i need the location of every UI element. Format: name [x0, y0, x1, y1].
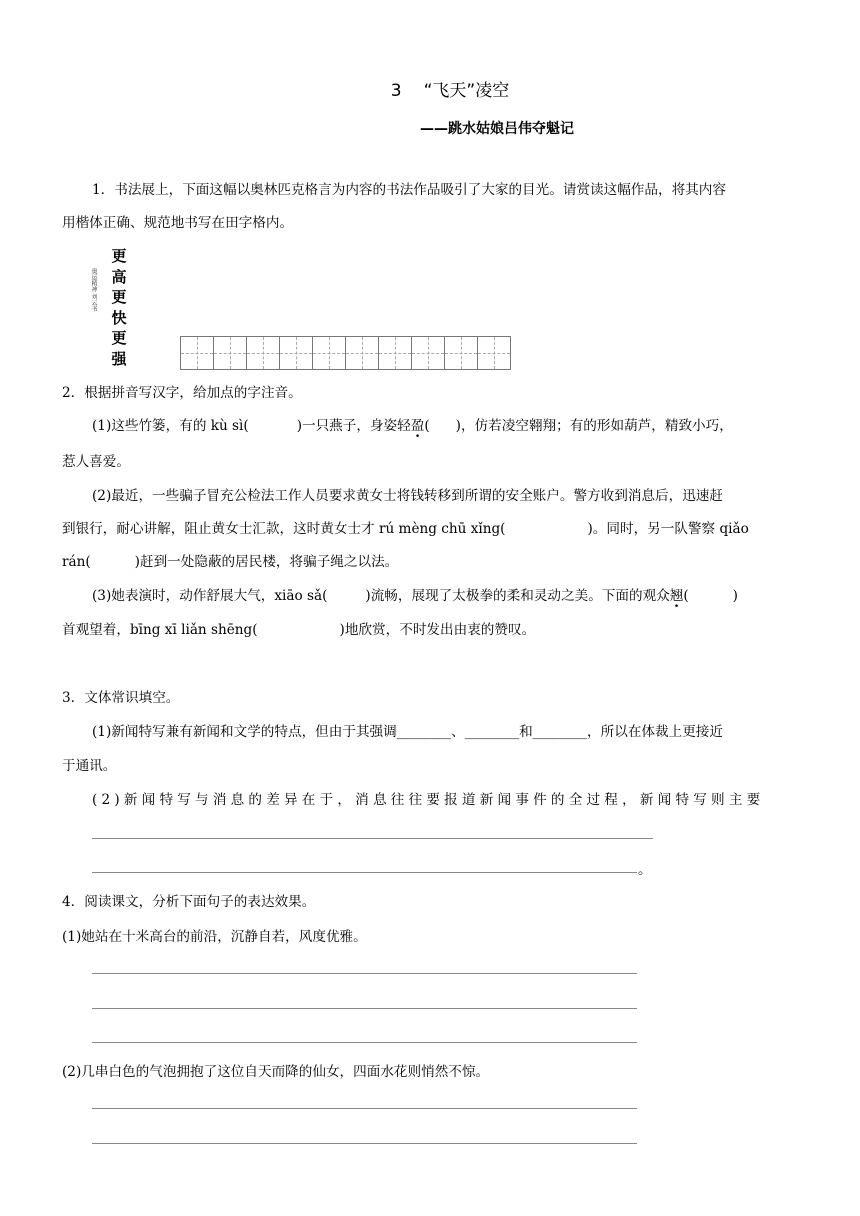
- answer-line[interactable]: [92, 838, 653, 839]
- tianzige-cell[interactable]: [345, 336, 379, 370]
- calligraphy-char: 更: [111, 288, 127, 306]
- calligraphy-char: 快: [111, 308, 127, 327]
- q2-p2-line1: (2)最近，一些骗子冒充公检法工作人员要求黄女士将钱转移到所谓的安全账户。警方收到消息后，迅速赶: [92, 488, 723, 504]
- q4-sentence-2: (2)几串白色的气泡拥抱了这位自天而降的仙女，四面水花则悄然不惊。: [62, 1064, 490, 1080]
- q1-text-line1: 1．书法展上，下面这幅以奥林匹克格言为内容的书法作品吸引了大家的目光。请赏读这幅作品，将其内容: [92, 182, 726, 198]
- tianzige-cell[interactable]: [246, 336, 280, 370]
- q4-sentence-1: (1)她站在十米高台的前沿，沉静自若，风度优雅。: [62, 929, 367, 945]
- page-subtitle: ——跳水姑娘吕伟夺魁记: [420, 121, 574, 137]
- lesson-number: 3: [390, 81, 402, 101]
- dotted-char: 盈: [410, 418, 425, 434]
- tianzige-cell[interactable]: [411, 336, 445, 370]
- calligraphy-char: 更: [111, 329, 127, 347]
- answer-line[interactable]: [92, 973, 637, 974]
- q3-heading: 3．文体常识填空。: [62, 690, 180, 706]
- tianzige-cell[interactable]: [477, 336, 511, 370]
- tianzige-cell[interactable]: [213, 336, 247, 370]
- q2-p2-line3: rán( )赶到一处隐蔽的居民楼，将骗子绳之以法。: [62, 554, 399, 570]
- page-title: [0, 76, 860, 101]
- q4-heading: 4．阅读课文，分析下面句子的表达效果。: [62, 894, 316, 910]
- tianzige-cell[interactable]: [180, 336, 214, 370]
- q2-p1-line1: (1)这些竹篓，有的 kù sì( )一只燕子，身姿轻盈( )，仿若凌空翱翔；有的形如葫芦，精致小巧，: [92, 418, 733, 434]
- q2-p3-line1: (3)她表演时，动作舒展大气，xiāo sǎ( )流畅，展现了太极拳的柔和灵动之美。下面的观众翘( ): [92, 588, 738, 604]
- q3-p2-line1: (2)新闻特写与消息的差异在于，消息往往要报道新闻事件的全过程，新闻特写则主要: [92, 792, 765, 808]
- q1-text-line2: 用楷体正确、规范地书写在田字格内。: [62, 215, 294, 231]
- q3-p1-line2: 于通讯。: [62, 758, 117, 774]
- lesson-title: “飞天”凌空: [423, 81, 510, 101]
- tianzige-cell[interactable]: [378, 336, 412, 370]
- tianzige-cell[interactable]: [444, 336, 478, 370]
- calligraphy-artwork: [88, 246, 133, 370]
- tianzige-cell[interactable]: [279, 336, 313, 370]
- dotted-char: 翘: [669, 588, 684, 604]
- q2-p2-line2: 到银行，耐心讲解，阻止黄女士汇款，这时黄女士才 rú mèng chū xǐng( )。同时，另一队警察 qiǎo: [62, 521, 749, 537]
- answer-line[interactable]: [92, 872, 637, 873]
- tianzige-cell[interactable]: [312, 336, 346, 370]
- calligraphy-char: 强: [111, 349, 127, 368]
- calligraphy-inscription: 奥运精神 刘云书: [90, 268, 97, 312]
- q3-p1-line1: (1)新闻特写兼有新闻和文学的特点，但由于其强调________、________和________，所以在体裁上更接近: [92, 724, 723, 740]
- answer-line[interactable]: [92, 1042, 637, 1043]
- calligraphy-char: 高: [111, 267, 127, 286]
- calligraphy-char: 更: [111, 247, 127, 265]
- q2-p3-line2: 首观望着，bīng xī liǎn shēng( )地欣赏，不时发出由衷的赞叹。: [62, 622, 536, 638]
- q3-p2-end: 。: [638, 862, 652, 878]
- q2-heading: 2．根据拼音写汉字，给加点的字注音。: [62, 385, 302, 401]
- answer-line[interactable]: [92, 1008, 637, 1009]
- answer-line[interactable]: [92, 1108, 637, 1109]
- q2-p1-line2: 惹人喜爱。: [62, 454, 130, 470]
- answer-line[interactable]: [92, 1143, 637, 1144]
